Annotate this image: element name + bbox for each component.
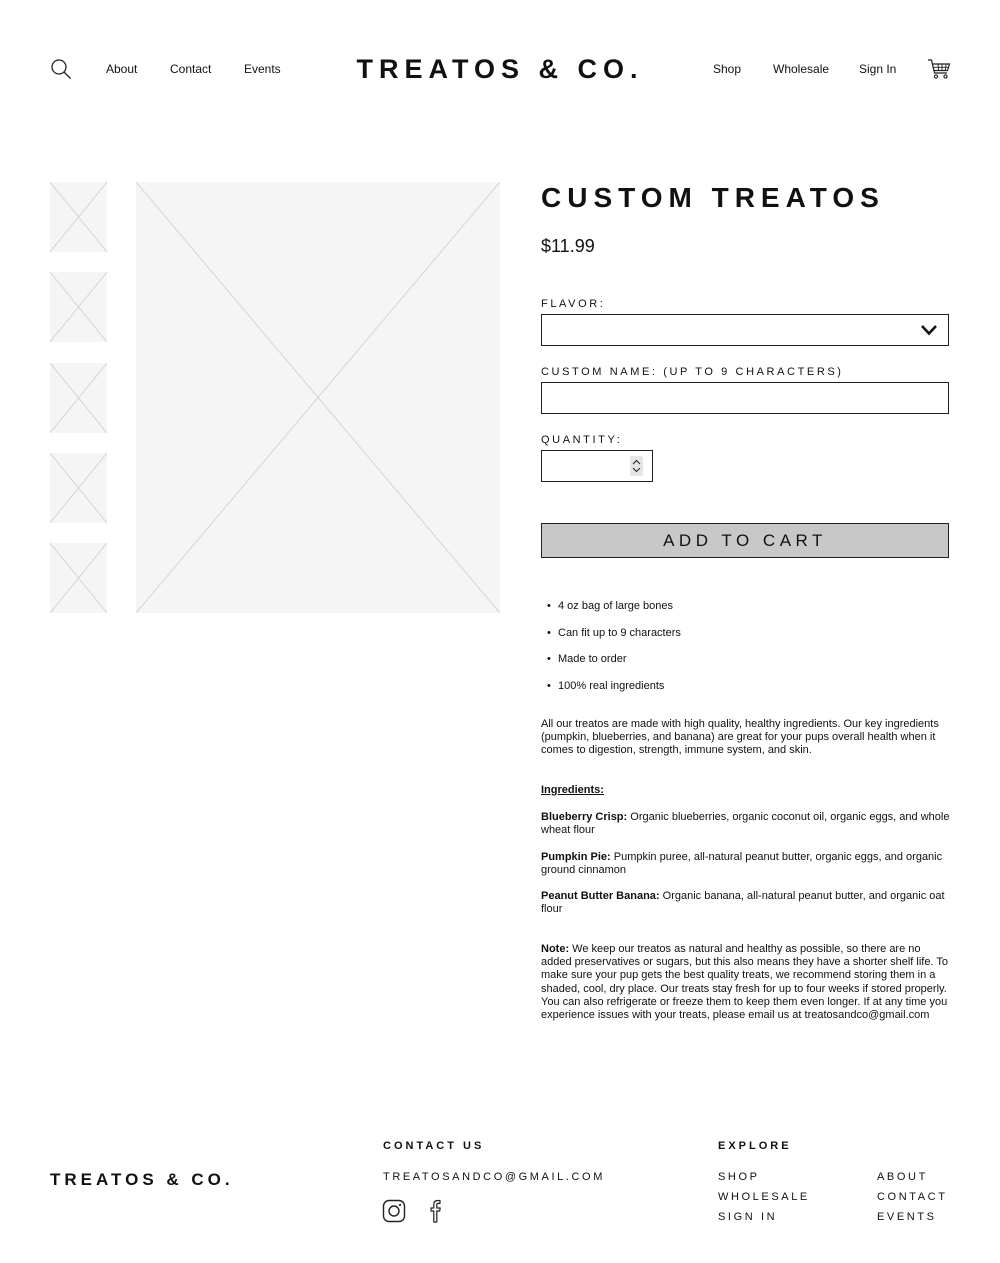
list-item-text: 4 oz bag of large bones <box>558 600 673 612</box>
ingredient-peanut-butter-banana <box>541 890 953 916</box>
custom-name-label: CUSTOM NAME: (UP TO 9 CHARACTERS) <box>541 366 844 378</box>
footer-link-wholesale[interactable]: WHOLESALE <box>718 1191 810 1203</box>
nav-wholesale[interactable]: Wholesale <box>773 62 830 76</box>
product-description: All our treatos are made with high quality, healthy ingredients. Our key ingredients (pumpkin, blueberries, and banana) are great for your pups overall health when it comes to digestion, strength, immune system, and skin. <box>541 718 939 757</box>
search-icon[interactable] <box>50 58 72 80</box>
thumbnail-image[interactable] <box>50 543 107 613</box>
note-text: We keep our treatos as natural and healthy as possible, so there are no added preservatives or sugars, but this also means they have a shorter shelf life. To make sure your pup gets the best quality treats, we recommend storing them in a shaded, cool, dry place. Our treats stay fresh for up to four weeks if stored properly. You can also refrigerate or freeze them to keep them even longer. If at any time you experience issues with your treats, please email us at treatosandco@gmail.com <box>541 943 949 1022</box>
footer-link-events[interactable]: EVENTS <box>877 1211 937 1223</box>
thumbnail-image[interactable] <box>50 182 107 252</box>
footer-email-link[interactable]: TREATOSANDCO@GMAIL.COM <box>383 1171 605 1183</box>
contact-heading: CONTACT US <box>383 1140 485 1152</box>
image-placeholder-icon <box>50 543 107 613</box>
add-to-cart-button[interactable]: ADD TO CART <box>541 523 949 558</box>
nav-sign-in[interactable]: Sign In <box>859 62 897 76</box>
list-item: • 100% real ingredients <box>547 679 665 692</box>
ingredient-text: Pumpkin puree, all-natural peanut butter, organic eggs, and organic ground cinnamon <box>541 851 943 877</box>
chevron-down-icon <box>920 323 938 337</box>
note-label: Note: <box>541 943 570 955</box>
ingredient-text: Organic banana, all-natural peanut butter, and organic oat flour <box>541 890 945 916</box>
product-title: CUSTOM TREATOS <box>541 182 885 213</box>
storage-note <box>541 943 953 1022</box>
image-placeholder-icon <box>50 182 107 252</box>
list-item: • 4 oz bag of large bones <box>547 600 673 612</box>
list-item: • Made to order <box>547 653 627 665</box>
instagram-icon[interactable] <box>382 1198 406 1224</box>
ingredient-name: Peanut Butter Banana: <box>541 890 660 902</box>
ingredient-text: Organic blueberries, organic coconut oil, organic eggs, and whole wheat flour <box>541 811 950 837</box>
footer-brand[interactable]: TREATOS & CO. <box>50 1170 234 1189</box>
nav-contact[interactable]: Contact <box>170 62 212 76</box>
ingredient-blueberry-crisp <box>541 811 953 837</box>
quantity-label: QUANTITY: <box>541 434 623 446</box>
flavor-select[interactable] <box>541 314 949 346</box>
feature-list <box>541 597 681 703</box>
ingredients-heading: Ingredients: <box>541 784 604 796</box>
thumbnail-image[interactable] <box>50 453 107 523</box>
list-item: • Can fit up to 9 characters <box>547 626 681 639</box>
flavor-label: FLAVOR: <box>541 298 606 310</box>
footer-link-sign-in[interactable]: SIGN IN <box>718 1211 778 1223</box>
cart-icon[interactable] <box>927 57 951 81</box>
product-price: $11.99 <box>541 236 595 256</box>
ingredient-name: Pumpkin Pie: <box>541 851 611 863</box>
image-placeholder-icon <box>50 363 107 433</box>
ingredient-pumpkin-pie <box>541 851 953 877</box>
image-placeholder-icon <box>50 272 107 342</box>
ingredient-name: Blueberry Crisp: <box>541 811 628 823</box>
explore-heading: EXPLORE <box>718 1140 792 1152</box>
thumbnail-image[interactable] <box>50 363 107 433</box>
main-product-image <box>136 182 500 613</box>
footer-link-contact[interactable]: CONTACT <box>877 1191 948 1203</box>
list-item-text: 100% real ingredients <box>558 679 665 692</box>
nav-about[interactable]: About <box>106 62 138 76</box>
image-placeholder-icon <box>136 182 500 613</box>
custom-name-input[interactable] <box>541 382 949 414</box>
footer-link-shop[interactable]: SHOP <box>718 1171 760 1183</box>
footer-link-about[interactable]: ABOUT <box>877 1171 928 1183</box>
brand-logo[interactable]: TREATOS & CO. <box>356 54 644 84</box>
facebook-icon[interactable] <box>424 1198 448 1224</box>
stepper-arrows-icon[interactable] <box>630 456 643 476</box>
thumbnail-image[interactable] <box>50 272 107 342</box>
nav-shop[interactable]: Shop <box>713 62 742 76</box>
list-item-text: Made to order <box>558 653 627 665</box>
nav-events[interactable]: Events <box>244 62 281 76</box>
list-item-text: Can fit up to 9 characters <box>558 626 681 639</box>
image-placeholder-icon <box>50 453 107 523</box>
